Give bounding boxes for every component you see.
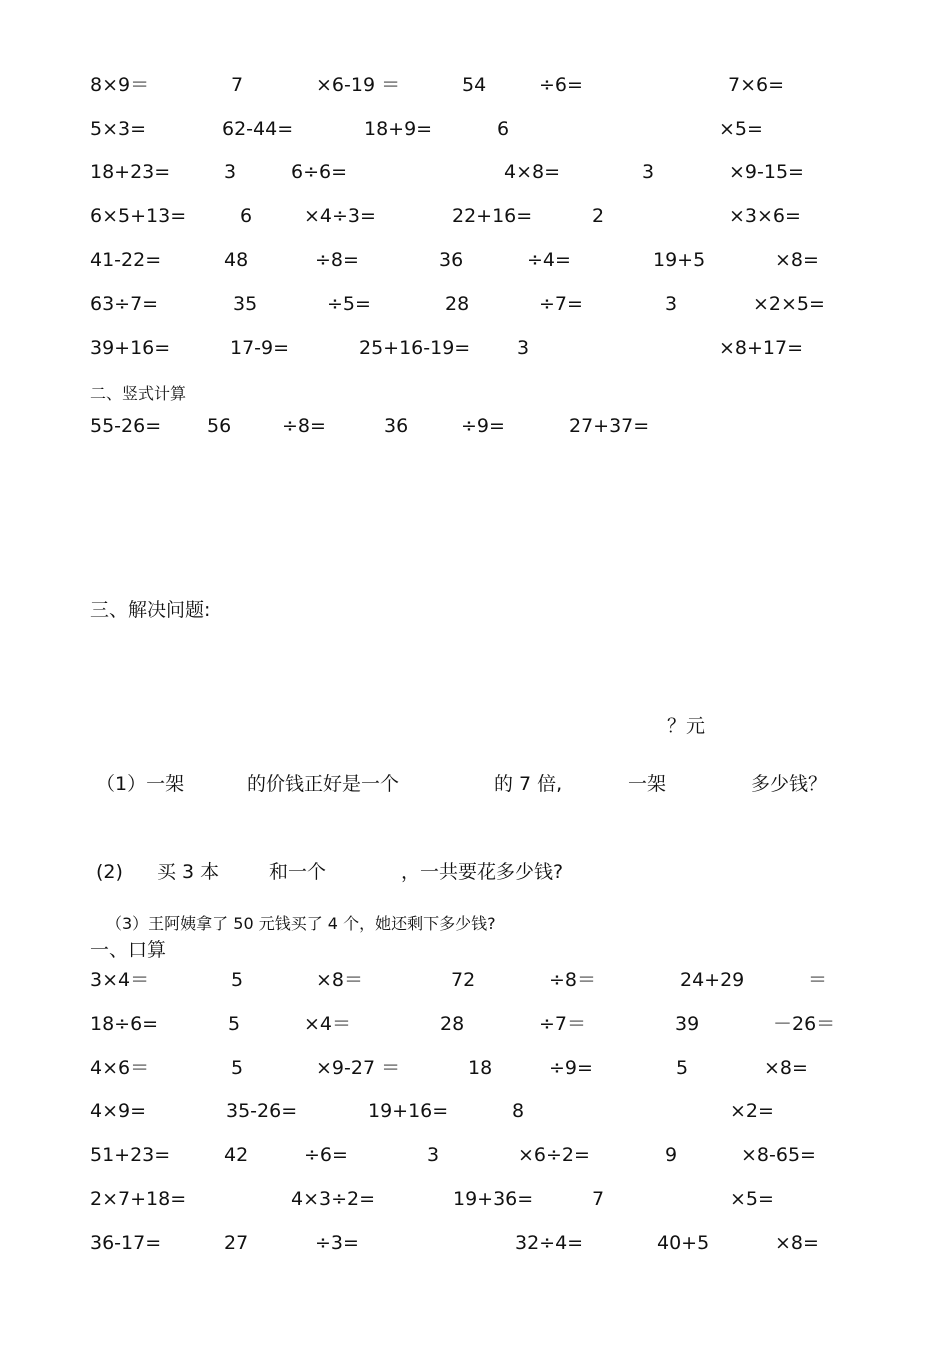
expr: 72 xyxy=(451,969,476,991)
expr: 8×9＝ xyxy=(90,74,150,96)
expr: 6 xyxy=(240,205,253,227)
expr: 5 xyxy=(228,1013,241,1035)
expr: 55-26= xyxy=(90,415,162,437)
expr: 7 xyxy=(592,1188,605,1210)
expr: ÷8= xyxy=(315,249,359,271)
expr: 51+23= xyxy=(90,1144,171,1166)
expr: ×3×6= xyxy=(729,205,801,227)
expr: ÷9= xyxy=(461,415,505,437)
expr: 2×7+18= xyxy=(90,1188,187,1210)
problem-1-text: 一架 xyxy=(628,773,667,795)
expr: 4×6＝ xyxy=(90,1057,150,1079)
expr: 5 xyxy=(231,969,244,991)
expr: 5 xyxy=(676,1057,689,1079)
expr: ×8= xyxy=(764,1057,808,1079)
expr: 9 xyxy=(665,1144,678,1166)
expr: 27 xyxy=(224,1232,249,1254)
problem-1-text: （1）一架 xyxy=(96,773,185,795)
expr: ＝ xyxy=(808,969,828,991)
expr: ×9-27 ＝ xyxy=(316,1057,401,1079)
expr: 3 xyxy=(427,1144,440,1166)
expr: ×8-65= xyxy=(741,1144,816,1166)
expr: 4×9= xyxy=(90,1100,147,1122)
problem-2-text: 买 3 本 xyxy=(157,861,220,883)
expr: 35 xyxy=(233,293,258,315)
expr: ×4÷3= xyxy=(304,205,376,227)
expr: 18 xyxy=(468,1057,493,1079)
expr: 8 xyxy=(512,1100,525,1122)
expr: ×8＝ xyxy=(316,969,364,991)
expr: ×2= xyxy=(730,1100,774,1122)
expr: 7×6= xyxy=(728,74,785,96)
expr: 36-17= xyxy=(90,1232,162,1254)
expr: 39+16= xyxy=(90,337,171,359)
expr: 36 xyxy=(439,249,464,271)
expr: 19+5 xyxy=(653,249,706,271)
expr: ÷7= xyxy=(539,293,583,315)
expr: 7 xyxy=(231,74,244,96)
expr: 3 xyxy=(665,293,678,315)
expr: 6÷6= xyxy=(291,161,348,183)
section-heading: 一、口算 xyxy=(90,939,167,961)
expr: 19+16= xyxy=(368,1100,449,1122)
expr: ×2×5= xyxy=(753,293,825,315)
expr: 25+16-19= xyxy=(359,337,471,359)
section-heading: 二、竖式计算 xyxy=(90,384,187,403)
price-label: ？元 xyxy=(667,715,706,737)
expr: 56 xyxy=(207,415,232,437)
problem-1-text: 的价钱正好是一个 xyxy=(247,773,400,795)
expr: 54 xyxy=(462,74,487,96)
expr: 6 xyxy=(497,118,510,140)
problem-2-text: 和一个 xyxy=(269,861,327,883)
expr: ÷4= xyxy=(527,249,571,271)
expr: ÷8＝ xyxy=(549,969,597,991)
expr: 6×5+13= xyxy=(90,205,187,227)
expr: ÷8= xyxy=(282,415,326,437)
expr: 18÷6= xyxy=(90,1013,159,1035)
expr: ×5= xyxy=(719,118,763,140)
expr: 48 xyxy=(224,249,249,271)
expr: 36 xyxy=(384,415,409,437)
expr: ×6÷2= xyxy=(518,1144,590,1166)
expr: 62-44= xyxy=(222,118,294,140)
expr: 17-9= xyxy=(230,337,290,359)
expr: －26＝ xyxy=(773,1013,836,1035)
expr: 2 xyxy=(592,205,605,227)
expr: ×8= xyxy=(775,249,819,271)
expr: ×4＝ xyxy=(304,1013,352,1035)
expr: ×9-15= xyxy=(729,161,804,183)
expr: 63÷7= xyxy=(90,293,159,315)
expr: 3 xyxy=(517,337,530,359)
expr: 3 xyxy=(642,161,655,183)
expr: 4×8= xyxy=(504,161,561,183)
expr: 41-22= xyxy=(90,249,162,271)
expr: ÷7＝ xyxy=(539,1013,587,1035)
problem-2-text: (2) xyxy=(96,861,123,883)
expr: 28 xyxy=(445,293,470,315)
expr: 5 xyxy=(231,1057,244,1079)
expr: 4×3÷2= xyxy=(291,1188,376,1210)
expr: ÷3= xyxy=(315,1232,359,1254)
expr: ÷9= xyxy=(549,1057,593,1079)
expr: 18+23= xyxy=(90,161,171,183)
expr: ÷5= xyxy=(327,293,371,315)
expr: 18+9= xyxy=(364,118,433,140)
problem-3-text: （3）王阿姨拿了 50 元钱买了 4 个，她还剩下多少钱? xyxy=(106,914,496,933)
problem-1-text: 多少钱？ xyxy=(751,773,828,795)
expr: 19+36= xyxy=(453,1188,534,1210)
expr: 32÷4= xyxy=(515,1232,584,1254)
expr: 35-26= xyxy=(226,1100,298,1122)
expr: 3 xyxy=(224,161,237,183)
expr: 28 xyxy=(440,1013,465,1035)
expr: 27+37= xyxy=(569,415,650,437)
expr: 22+16= xyxy=(452,205,533,227)
expr: ÷6= xyxy=(539,74,583,96)
expr: 40+5 xyxy=(657,1232,710,1254)
expr: 39 xyxy=(675,1013,700,1035)
expr: ×5= xyxy=(730,1188,774,1210)
expr: ×8= xyxy=(775,1232,819,1254)
problem-1-text: 的 7 倍, xyxy=(494,773,563,795)
expr: ×6-19 ＝ xyxy=(316,74,401,96)
expr: ×8+17= xyxy=(719,337,804,359)
expr: 24+29 xyxy=(680,969,745,991)
expr: ÷6= xyxy=(304,1144,348,1166)
problem-2-text: ，一共要花多少钱? xyxy=(401,861,564,883)
section-heading: 三、解决问题: xyxy=(90,599,211,621)
expr: 5×3= xyxy=(90,118,147,140)
expr: 3×4＝ xyxy=(90,969,150,991)
expr: 42 xyxy=(224,1144,249,1166)
